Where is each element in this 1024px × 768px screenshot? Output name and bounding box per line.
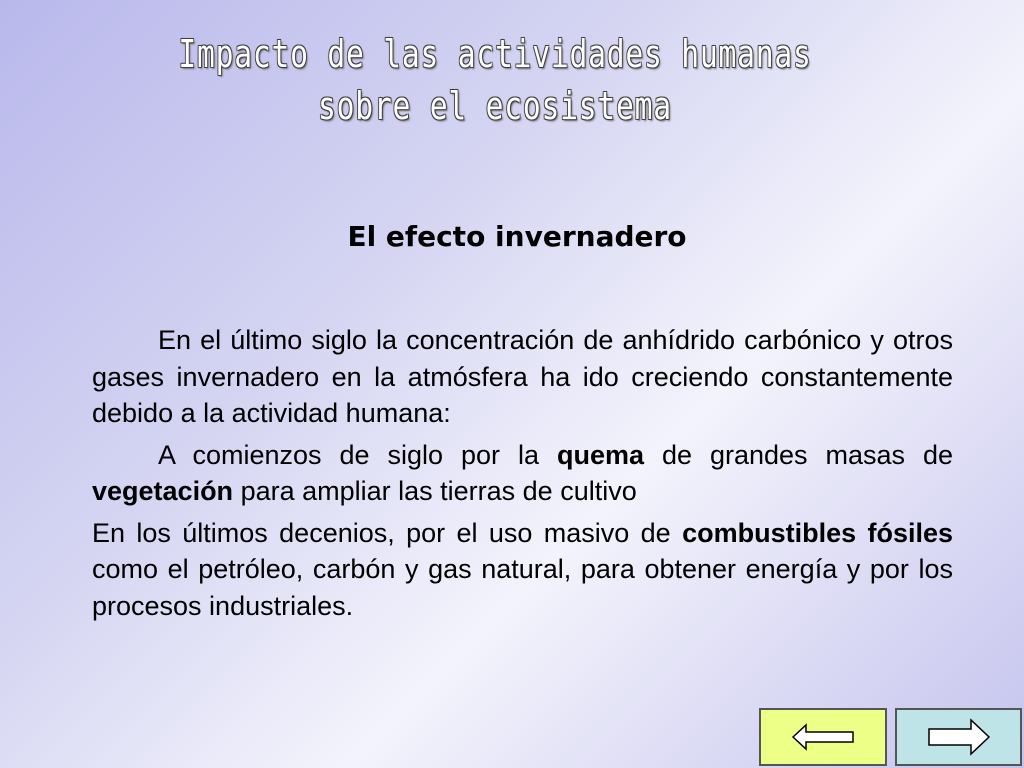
next-button[interactable] [895, 708, 1022, 766]
paragraph-2-text: A comienzos de siglo por la [158, 439, 557, 470]
left-arrow-icon [791, 722, 855, 752]
paragraph-2-text: de grandes masas de [643, 439, 953, 470]
slide-subtitle: El efecto invernadero [347, 220, 687, 253]
slide-title [109, 28, 881, 132]
bold-term-quema: quema [556, 439, 644, 470]
bold-term-combustibles: combustibles fósiles [682, 517, 953, 548]
paragraph-3 [92, 515, 953, 625]
bold-term-vegetacion: vegetación [92, 476, 234, 506]
paragraph-3-text: como el petróleo, carbón y gas natural, para obtener energía y por los procesos industriales. [92, 554, 953, 621]
paragraph-2-text: para ampliar las tierras de cultivo [233, 476, 637, 506]
right-arrow-icon [927, 718, 991, 756]
paragraph-1: En el último siglo la concentración de anhídrido carbónico y otros gases invernadero en la atmósfera ha ido creciendo constantemente debido a la actividad humana: [92, 325, 953, 428]
slide-body [92, 322, 953, 629]
slide-title-line1: Impacto de las actividades humanas [178, 32, 812, 76]
paragraph-3-text: En los últimos decenios, por el uso masivo de [92, 517, 683, 548]
paragraph-2 [92, 437, 953, 510]
slide-title-line2: sobre el ecosistema [318, 84, 672, 128]
back-button[interactable] [759, 708, 887, 766]
